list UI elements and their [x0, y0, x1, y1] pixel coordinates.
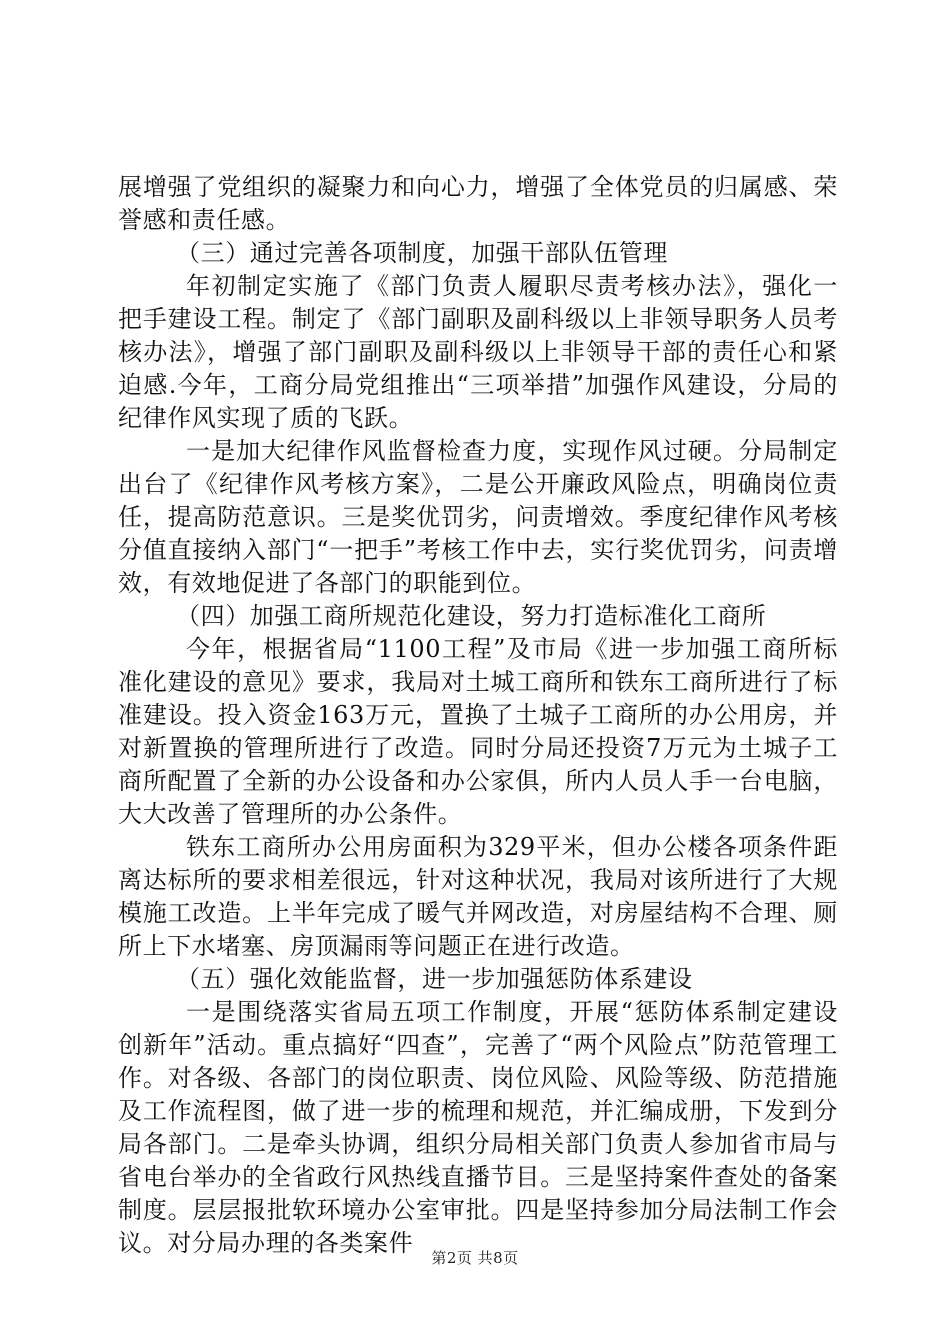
- paragraph: 一是围绕落实省局五项工作制度，开展“惩防体系制定建设创新年”活动。重点搞好“四查”，完善了“两个风险点”防范管理工作。对各级、各部门的岗位职责、岗位风险、风险等级、防范措施及工作流程图，做了进一步的梳理和规范，并汇编成册，下发到分局各部门。二是牵头协调，组织分局相关部门负责人参加省市局与省电台举办的全省政行风热线直播节目。三是坚持案件查处的备案制度。层层报批软环境办公室审批。四是坚持参加分局法制工作会议。对分局办理的各类案件: [118, 998, 838, 1257]
- paragraph-continuation: 展增强了党组织的凝聚力和向心力，增强了全体党员的归属感、荣誉感和责任感。: [118, 173, 838, 234]
- document-body: [118, 171, 838, 1260]
- paragraph: 一是加大纪律作风监督检查力度，实现作风过硬。分局制定出台了《纪律作风考核方案》，二是公开廉政风险点，明确岗位责任，提高防范意识。三是奖优罚劣，问责增效。季度纪律作风考核分值直接纳入部门“一把手”考核工作中去，实行奖优罚劣，问责增效，有效地促进了各部门的职能到位。: [118, 437, 838, 597]
- section-heading-3: （三）通过完善各项制度，加强干部队伍管理: [176, 239, 668, 267]
- paragraph: 今年，根据省局“1100工程”及市局《进一步加强工商所标准化建设的意见》要求，我局对土城工商所和铁东工商所进行了标准建设。投入资金163万元，置换了土城子工商所的办公用房，并对新置换的管理所进行了改造。同时分局还投资7万元为土城子工商所配置了全新的办公设备和办公家俱，所内人员人手一台电脑，大大改善了管理所的办公条件。: [118, 635, 838, 828]
- section-heading-4: （四）加强工商所规范化建设，努力打造标准化工商所: [176, 602, 767, 630]
- page-number-footer: 第2页 共8页: [431, 1249, 519, 1267]
- paragraph: 年初制定实施了《部门负责人履职尽责考核办法》，强化一把手建设工程。制定了《部门副职及副科级以上非领导职务人员考核办法》，增强了部门副职及副科级以上非领导干部的责任心和紧迫感.今年，工商分局党组推出“三项举措”加强作风建设，分局的纪律作风实现了质的飞跃。: [118, 272, 838, 432]
- section-heading-5: （五）强化效能监督，进一步加强惩防体系建设: [176, 965, 693, 993]
- paragraph: 铁东工商所办公用房面积为329平米，但办公楼各项条件距离达标所的要求相差很远，针对这种状况，我局对该所进行了大规模施工改造。上半年完成了暖气并网改造，对房屋结构不合理、厕所上下水堵塞、房顶漏雨等问题正在进行改造。: [118, 833, 838, 960]
